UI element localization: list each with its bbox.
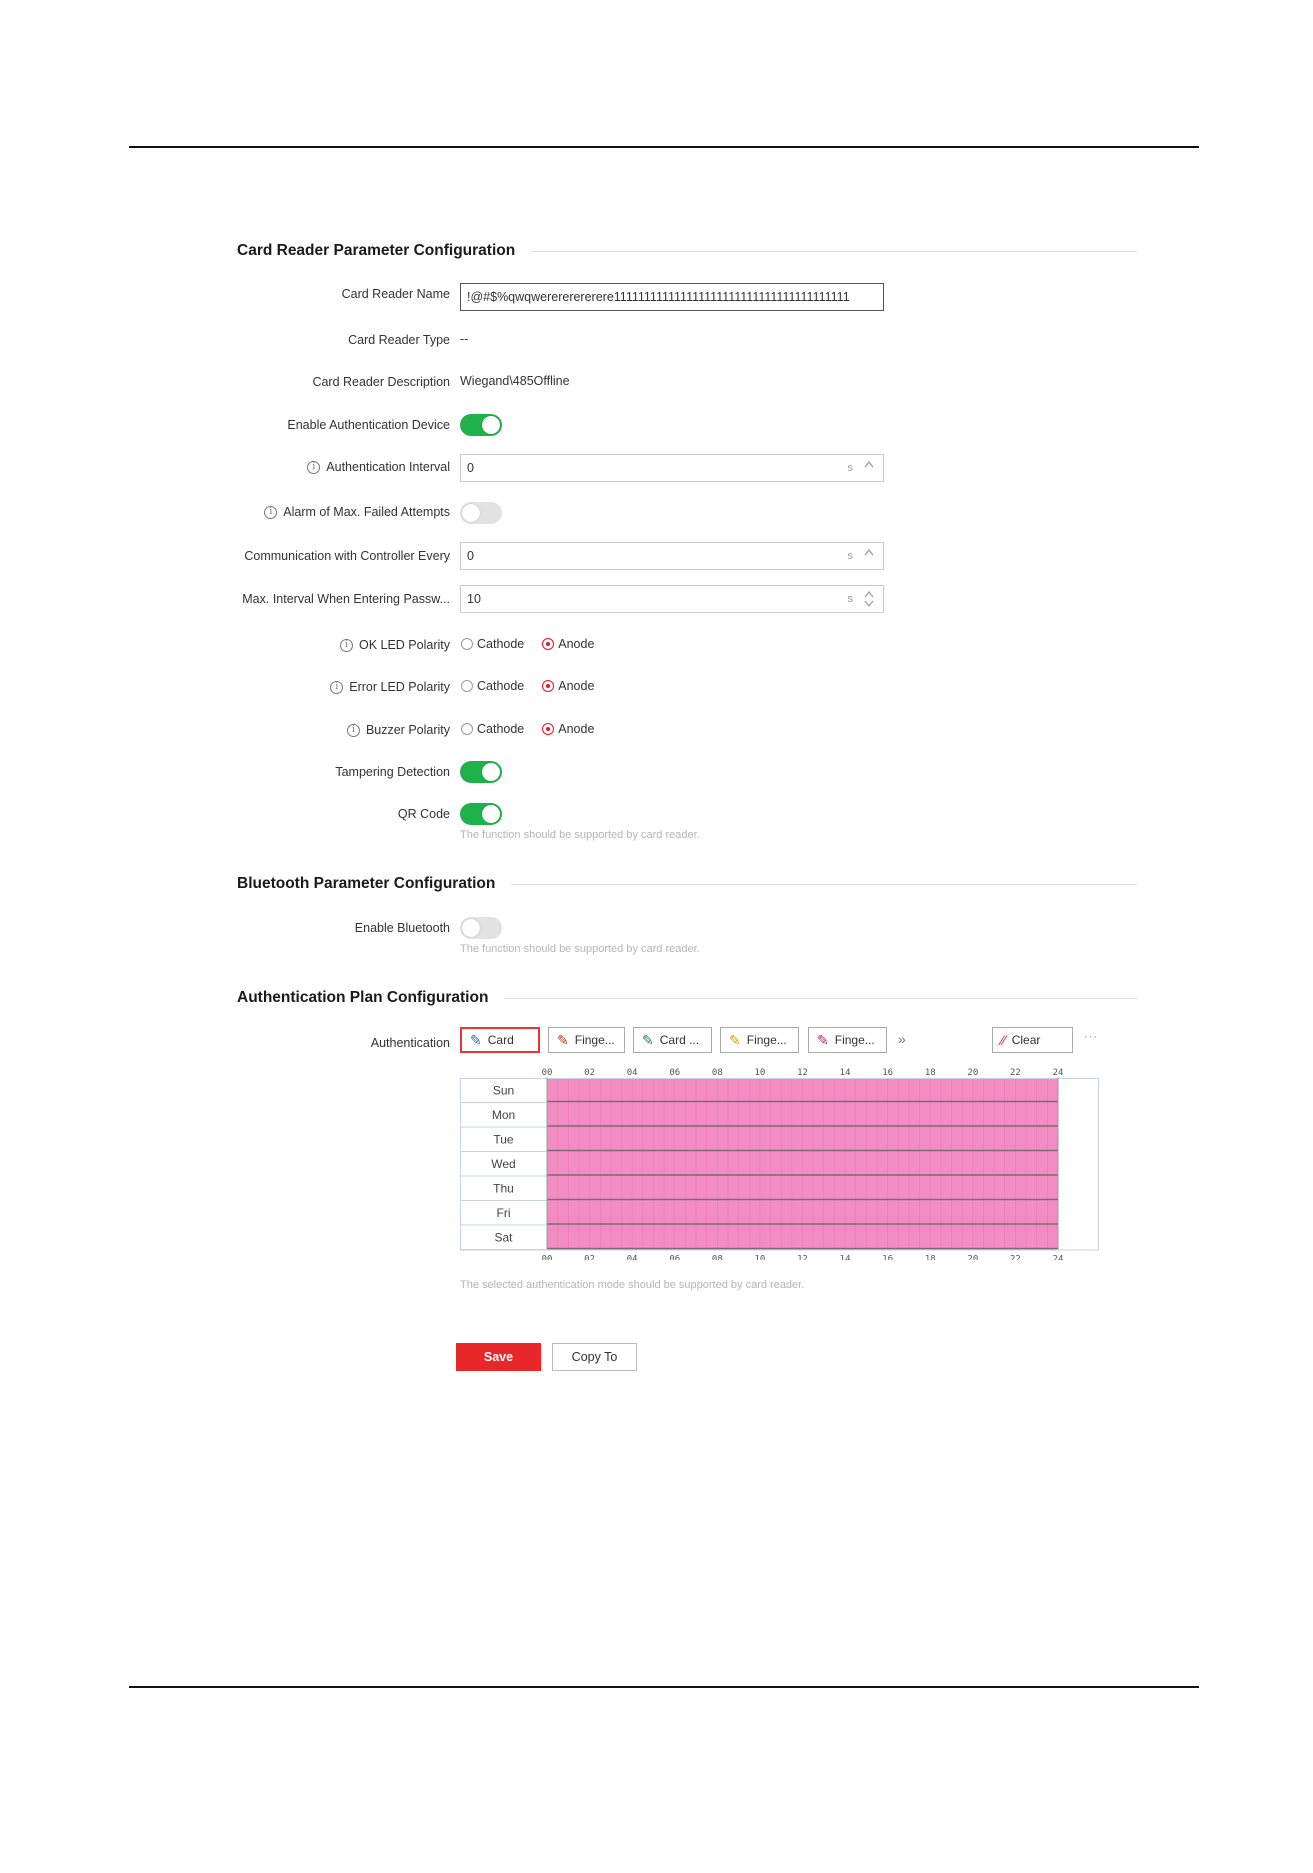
buzzer-polarity-radio-group (461, 722, 612, 736)
auth-interval-label: i Authentication Interval (307, 460, 450, 474)
hour-tick-label: 10 (754, 1068, 766, 1078)
day-label: Fri (496, 1205, 511, 1220)
bluetooth-hint: The function should be supported by card reader. (460, 943, 700, 955)
spinner-up-icon[interactable] (862, 457, 876, 479)
qr-code-label: QR Code (397, 807, 450, 821)
hour-tick-label: 24 (1052, 1254, 1064, 1260)
hour-tick-label: 16 (882, 1254, 894, 1260)
day-label: Tue (493, 1132, 514, 1147)
schedule-grid[interactable] (460, 1065, 1100, 1260)
hour-tick-label: 04 (626, 1254, 638, 1260)
card-reader-type-label: Card Reader Type (348, 333, 450, 347)
clear-button[interactable]: ⁄⁄ Clear (992, 1027, 1073, 1053)
more-modes-icon[interactable]: » (898, 1031, 906, 1047)
pen-icon: ✎ (557, 1031, 569, 1048)
ok-led-cathode-radio[interactable]: Cathode (461, 637, 524, 651)
buzzer-anode-radio[interactable]: Anode (542, 722, 594, 736)
max-interval-password-label: Max. Interval When Entering Passw... (242, 592, 450, 606)
hour-tick-label: 04 (626, 1068, 638, 1078)
day-label: Thu (493, 1181, 514, 1196)
auth-mode-button[interactable] (808, 1027, 887, 1053)
hour-tick-label: 08 (711, 1254, 723, 1260)
card-reader-description-value: Wiegand\485Offline (460, 374, 570, 388)
max-interval-password-input[interactable]: 10 s (460, 585, 884, 613)
tampering-detection-label: Tampering Detection (335, 765, 450, 779)
hour-tick-label: 06 (669, 1254, 681, 1260)
hour-tick-label: 16 (882, 1068, 894, 1078)
spinner-up-icon[interactable] (862, 545, 876, 567)
enable-auth-device-label: Enable Authentication Device (287, 418, 450, 432)
save-button[interactable]: Save (456, 1343, 541, 1371)
section-title-bluetooth: Bluetooth Parameter Configuration (237, 875, 511, 893)
eraser-icon: ⁄⁄ (1001, 1032, 1006, 1048)
ok-led-polarity-label: i OK LED Polarity (340, 638, 450, 652)
day-label: Sat (494, 1230, 513, 1245)
info-icon: i (340, 639, 353, 652)
pen-icon: ✎ (470, 1031, 482, 1048)
hour-tick-label: 20 (967, 1254, 979, 1260)
auth-mode-label: Card ... (659, 1033, 700, 1047)
qr-code-toggle[interactable] (460, 803, 502, 825)
pen-icon: ✎ (642, 1031, 654, 1048)
info-icon: i (307, 461, 320, 474)
auth-mode-label: Card (487, 1033, 514, 1047)
auth-mode-button[interactable] (460, 1027, 540, 1053)
hour-tick-label: 08 (711, 1068, 723, 1078)
info-icon: i (347, 724, 360, 737)
hour-tick-label: 00 (541, 1068, 553, 1078)
tampering-detection-toggle[interactable] (460, 761, 502, 783)
card-reader-name-input[interactable]: !@#$%qwqwerererererere111111111111111111111111111111111111111 (460, 283, 884, 311)
section-title-auth-plan: Authentication Plan Configuration (237, 989, 504, 1007)
buzzer-cathode-radio[interactable]: Cathode (461, 722, 524, 736)
auth-mode-button[interactable] (720, 1027, 799, 1053)
hour-tick-label: 14 (839, 1068, 851, 1078)
error-led-anode-radio[interactable]: Anode (542, 679, 594, 693)
spinner-icon[interactable] (862, 588, 876, 610)
comm-with-controller-label: Communication with Controller Every (244, 549, 450, 563)
section-title-card-reader: Card Reader Parameter Configuration (237, 242, 531, 260)
hour-tick-label: 06 (669, 1068, 681, 1078)
pen-icon: ✎ (729, 1031, 741, 1048)
comm-with-controller-input[interactable]: 0 s (460, 542, 884, 570)
more-options-icon[interactable]: ··· (1084, 1031, 1098, 1043)
hour-tick-label: 14 (839, 1254, 851, 1260)
pen-icon: ✎ (817, 1031, 829, 1048)
alarm-max-failed-toggle[interactable] (460, 502, 502, 524)
day-label: Wed (491, 1156, 516, 1171)
alarm-max-failed-label: i Alarm of Max. Failed Attempts (264, 505, 450, 519)
enable-auth-device-toggle[interactable] (460, 414, 502, 436)
hour-tick-label: 18 (924, 1254, 936, 1260)
buzzer-polarity-label: i Buzzer Polarity (347, 723, 450, 737)
day-label: Sun (492, 1083, 515, 1098)
hour-tick-label: 22 (1009, 1068, 1021, 1078)
hour-tick-label: 10 (754, 1254, 766, 1260)
hour-tick-label: 12 (797, 1068, 808, 1078)
authentication-label: Authentication (370, 1036, 450, 1050)
auth-mode-label: Finge... (834, 1033, 875, 1047)
card-reader-name-label: Card Reader Name (341, 287, 450, 301)
auth-plan-hint: The selected authentication mode should be supported by card reader. (460, 1279, 805, 1291)
hour-tick-label: 18 (924, 1068, 936, 1078)
auth-mode-button[interactable] (548, 1027, 625, 1053)
auth-mode-button[interactable] (633, 1027, 712, 1053)
error-led-polarity-label: i Error LED Polarity (330, 680, 450, 694)
auth-interval-input[interactable]: 0 s (460, 454, 884, 482)
card-reader-type-value: -- (460, 332, 469, 346)
qr-code-hint: The function should be supported by card reader. (460, 829, 700, 841)
hour-tick-label: 20 (967, 1068, 979, 1078)
info-icon: i (330, 681, 343, 694)
hour-tick-label: 22 (1009, 1254, 1021, 1260)
enable-bluetooth-label: Enable Bluetooth (354, 921, 450, 935)
ok-led-polarity-radio-group (461, 637, 612, 651)
hour-tick-label: 00 (541, 1254, 553, 1260)
hour-tick-label: 02 (584, 1068, 596, 1078)
footer-rule (129, 1686, 1199, 1688)
auth-mode-label: Finge... (746, 1033, 787, 1047)
error-led-cathode-radio[interactable]: Cathode (461, 679, 524, 693)
hour-tick-label: 02 (584, 1254, 596, 1260)
ok-led-anode-radio[interactable]: Anode (542, 637, 594, 651)
copy-to-button[interactable]: Copy To (552, 1343, 637, 1371)
info-icon: i (264, 506, 277, 519)
card-reader-description-label: Card Reader Description (312, 375, 450, 389)
hour-tick-label: 12 (797, 1254, 808, 1260)
enable-bluetooth-toggle[interactable] (460, 917, 502, 939)
error-led-polarity-radio-group (461, 679, 612, 693)
auth-mode-label: Finge... (574, 1033, 615, 1047)
day-label: Mon (491, 1107, 516, 1122)
header-rule (129, 146, 1199, 148)
schedule-svg[interactable] (460, 1065, 1100, 1260)
hour-tick-label: 24 (1052, 1068, 1064, 1078)
